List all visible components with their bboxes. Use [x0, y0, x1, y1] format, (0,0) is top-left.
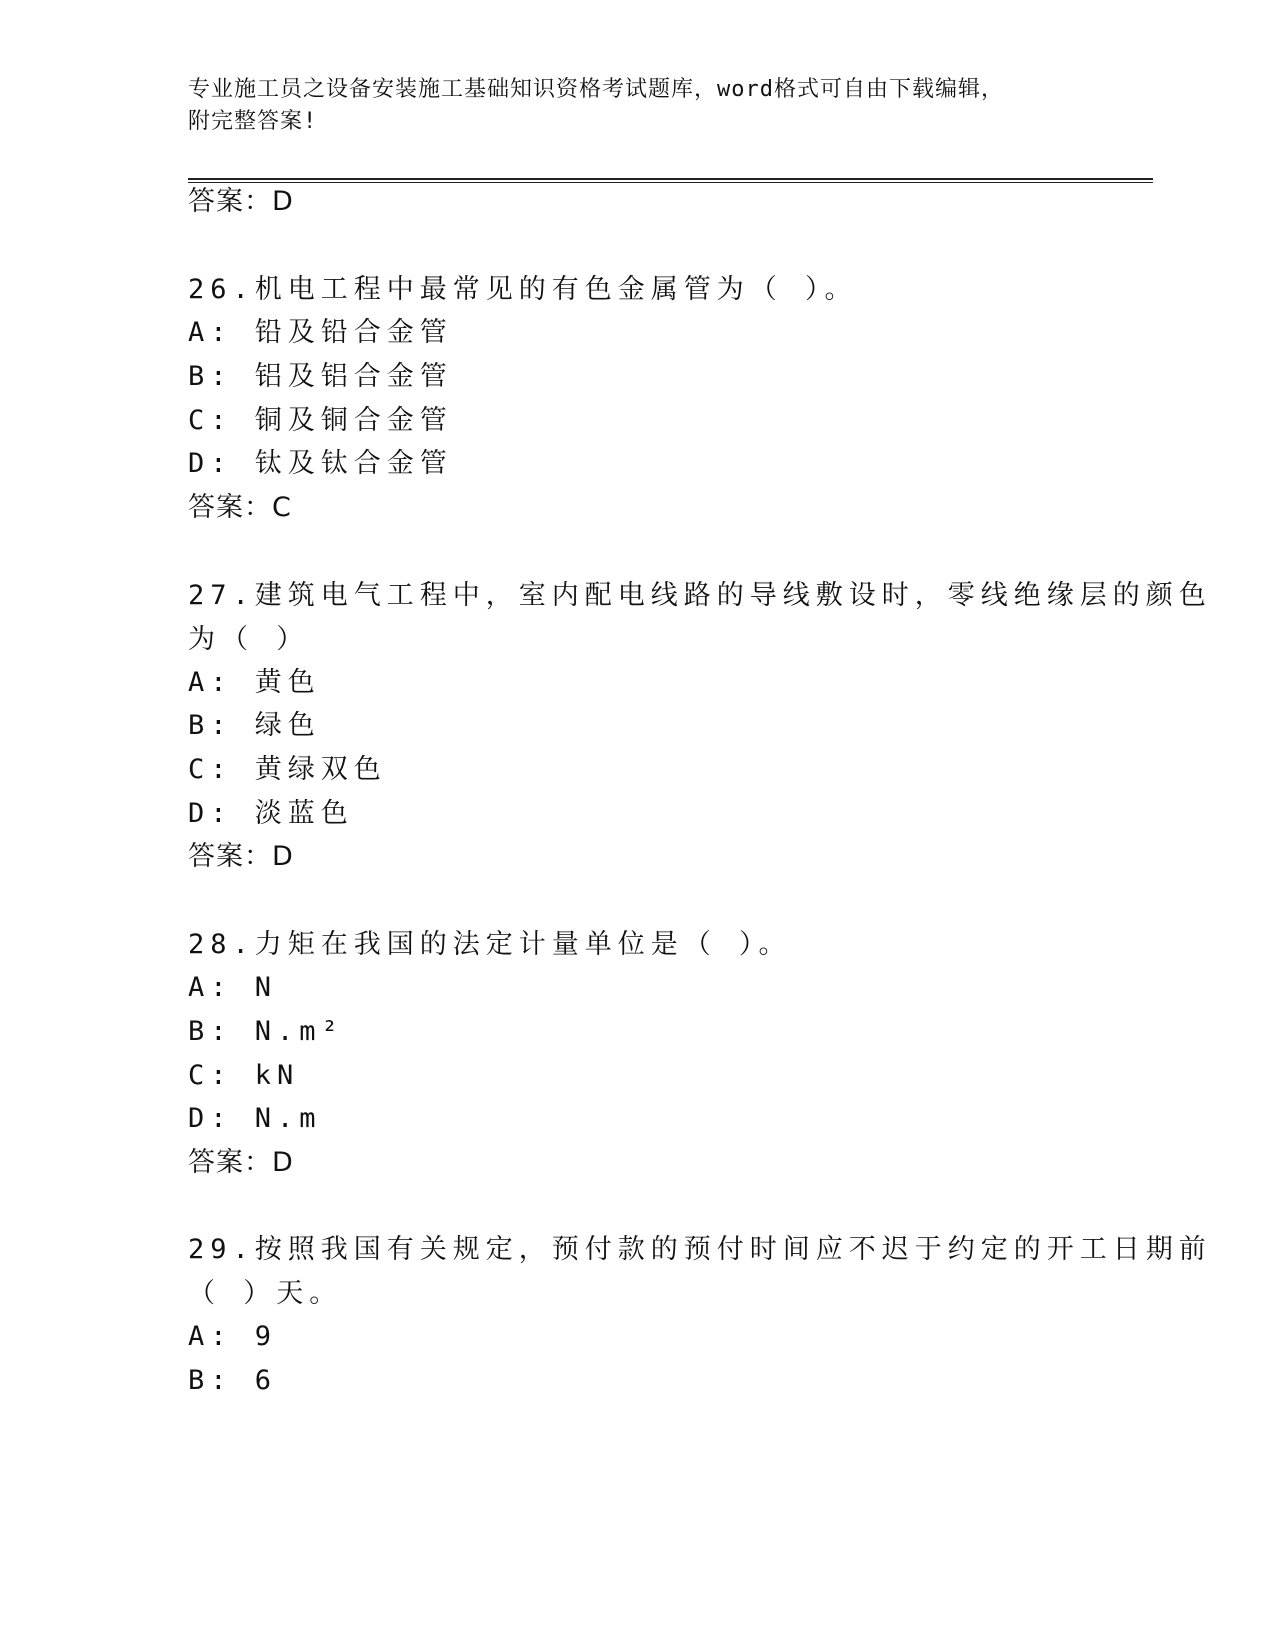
header-line-2: 附完整答案! — [188, 109, 318, 134]
header-line-1: 专业施工员之设备安装施工基础知识资格考试题库，word格式可自由下载编辑， — [188, 77, 1004, 102]
question-27-answer: 答案：D — [188, 841, 294, 872]
question-29-stem-line-1: 29.按照我国有关规定，预付款的预付时间应不迟于约定的开工日期前 — [188, 1234, 1212, 1265]
question-28-answer: 答案：D — [188, 1147, 294, 1178]
header-divider — [188, 178, 1153, 183]
answer-q25: 答案：D — [188, 186, 294, 217]
question-29-option-a: A: 9 — [188, 1321, 278, 1352]
question-27-stem-line-1: 27.建筑电气工程中，室内配电线路的导线敷设时，零线绝缘层的颜色 — [188, 580, 1212, 611]
question-26-option-d: D: 钛及钛合金管 — [188, 448, 453, 479]
question-26-option-b: B: 铝及铝合金管 — [188, 361, 453, 392]
question-27-option-a: A: 黄色 — [188, 667, 321, 698]
question-26-answer: 答案：C — [188, 492, 292, 523]
question-28-option-b: B: N.m² — [188, 1016, 344, 1047]
document-header — [188, 74, 1088, 138]
question-27-stem-line-2: 为（ ） — [188, 624, 310, 655]
question-27-option-c: C: 黄绿双色 — [188, 754, 387, 785]
question-27-option-d: D: 淡蓝色 — [188, 798, 354, 829]
question-26-option-c: C: 铜及铜合金管 — [188, 405, 453, 436]
question-28-option-a: A: N — [188, 972, 278, 1003]
question-28-option-d: D: N.m — [188, 1103, 322, 1134]
question-26-stem: 26.机电工程中最常见的有色金属管为（ ）。 — [188, 274, 858, 305]
question-28-option-c: C: kN — [188, 1060, 300, 1091]
question-26-option-a: A: 铅及铅合金管 — [188, 317, 453, 348]
question-27-option-b: B: 绿色 — [188, 710, 321, 741]
question-29-option-b: B: 6 — [188, 1365, 278, 1396]
question-28-stem: 28.力矩在我国的法定计量单位是（ ）。 — [188, 929, 792, 960]
question-29-stem-line-2: （ ）天。 — [188, 1278, 343, 1309]
